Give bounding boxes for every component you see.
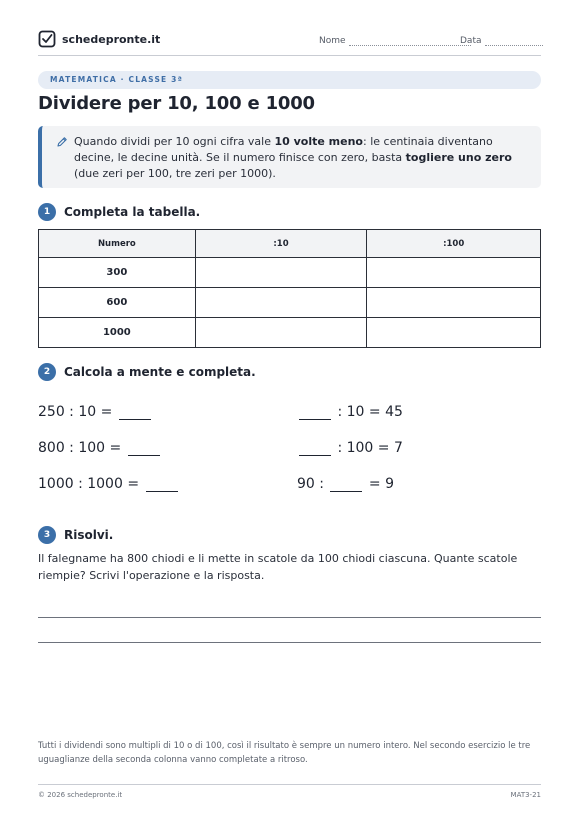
brand-logo [38, 30, 160, 48]
table-header-cell: :100 [367, 230, 541, 258]
table-answer-cell[interactable] [367, 318, 541, 348]
info-bold: togliere uno zero [405, 151, 512, 164]
brand-name: schedepronte.it [62, 32, 161, 46]
answer-blank[interactable] [119, 406, 151, 420]
answer-blank[interactable] [146, 478, 178, 492]
name-label: Nome [319, 36, 346, 46]
section-number-badge: 3 [38, 526, 56, 544]
table-answer-cell[interactable] [195, 318, 367, 348]
name-blank[interactable] [349, 38, 471, 46]
table-answer-cell[interactable] [195, 258, 367, 288]
section-title: Completa la tabella. [64, 205, 201, 219]
equation-text: 90 : [297, 476, 329, 492]
table-cell-number: 300 [39, 258, 196, 288]
date-blank[interactable] [485, 38, 543, 46]
equation-text: 250 : 10 = [38, 404, 117, 420]
equation-left-2 [38, 440, 162, 456]
section-1-heading [38, 203, 200, 221]
table-row [39, 288, 541, 318]
answer-blank[interactable] [299, 406, 331, 420]
equation-right-1 [297, 404, 403, 420]
subject-pill: MATEMATICA · CLASSE 3ª [38, 71, 541, 89]
answer-line[interactable] [38, 642, 541, 643]
equation-text: : 100 = 7 [333, 440, 403, 456]
table-row [39, 318, 541, 348]
equation-text: = 9 [364, 476, 394, 492]
section-2-heading [38, 363, 256, 381]
division-table [38, 229, 541, 348]
section-number-badge: 2 [38, 363, 56, 381]
table-header-row [39, 230, 541, 258]
page-footer [38, 784, 541, 799]
sheet-code: MAT3-21 [510, 791, 541, 799]
equation-right-2 [297, 440, 403, 456]
equation-left-1 [38, 404, 153, 420]
info-bold: 10 volte meno [274, 135, 363, 148]
page-title: Dividere per 10, 100 e 1000 [38, 93, 315, 114]
equation-text: : 10 = 45 [333, 404, 403, 420]
table-cell-number: 600 [39, 288, 196, 318]
section-3-heading [38, 526, 113, 544]
table-header-cell: :10 [195, 230, 367, 258]
answer-line[interactable] [38, 617, 541, 618]
teacher-note: Tutti i dividendi sono multipli di 10 o di 100, così il risultato è sempre un numero intero. Nel secondo esercizio le tre uguaglianze della seconda colonna vanno completate a ritroso. [38, 741, 531, 765]
info-text-part: : le centinaia diventano decine, le decine unità. Se il numero finisce con zero, basta [74, 135, 493, 164]
table-row [39, 258, 541, 288]
info-box [38, 126, 541, 188]
copyright-text: © 2026 schedepronte.it [38, 791, 123, 799]
table-answer-cell[interactable] [367, 258, 541, 288]
page-header [38, 28, 541, 56]
answer-blank[interactable] [299, 442, 331, 456]
name-field[interactable] [319, 36, 471, 46]
answer-blank[interactable] [128, 442, 160, 456]
section-number-badge: 1 [38, 203, 56, 221]
checkbox-logo-icon [38, 30, 56, 48]
section-title: Risolvi. [64, 528, 114, 542]
problem-text: Il falegname ha 800 chiodi e li mette in scatole da 100 chiodi ciascuna. Quante scatole riempie? Scrivi l'operazione e la risposta. [38, 552, 518, 582]
equation-left-3 [38, 476, 180, 492]
equation-text: 1000 : 1000 = [38, 476, 144, 492]
info-text [74, 134, 529, 182]
info-text-part: Quando dividi per 10 ogni cifra vale [74, 135, 275, 148]
table-answer-cell[interactable] [195, 288, 367, 318]
answer-blank[interactable] [330, 478, 362, 492]
table-cell-number: 1000 [39, 318, 196, 348]
section-title: Calcola a mente e completa. [64, 365, 256, 379]
date-field[interactable] [460, 36, 543, 46]
info-text-part: (due zeri per 100, tre zeri per 1000). [74, 167, 276, 180]
equation-right-3 [297, 476, 394, 492]
date-label: Data [460, 36, 482, 46]
table-answer-cell[interactable] [367, 288, 541, 318]
equation-text: 800 : 100 = [38, 440, 126, 456]
table-header-cell: Numero [39, 230, 196, 258]
pencil-icon [56, 136, 68, 148]
